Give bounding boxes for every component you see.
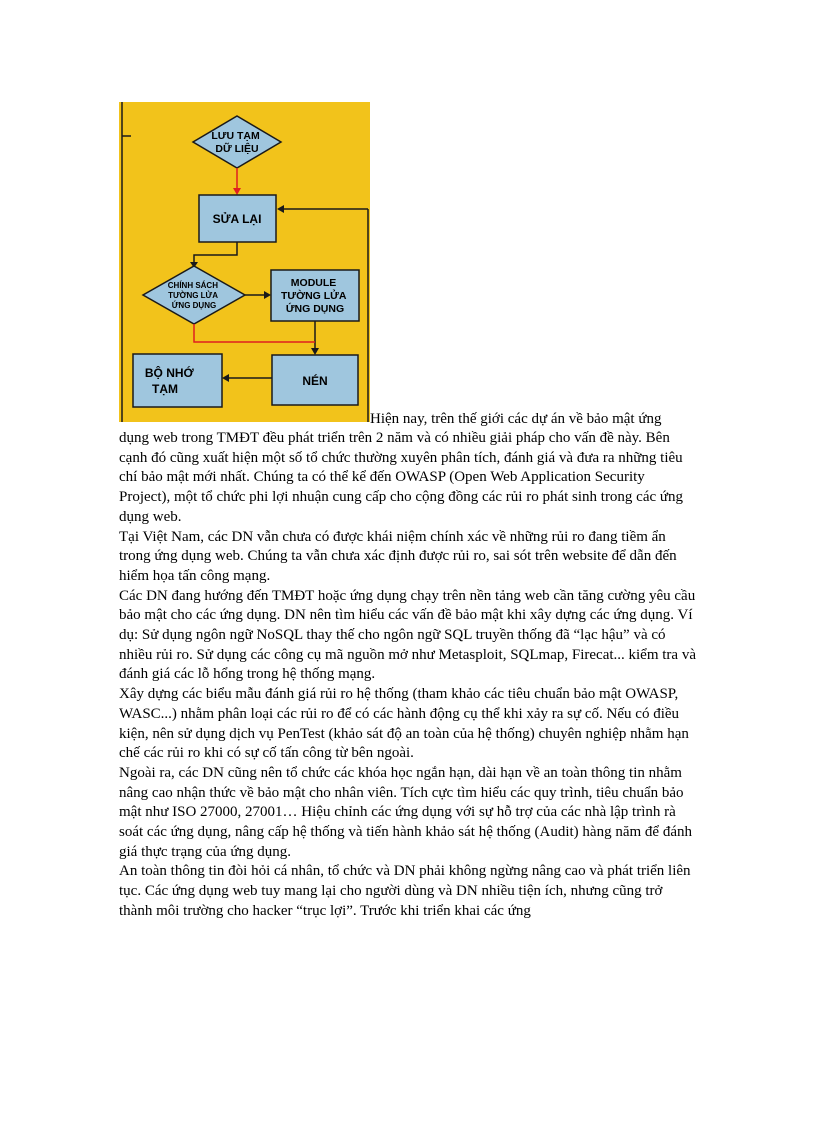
paragraph-1: dụng web trong TMĐT đều phát triển trên 2 năm và có nhiều giải pháp cho vấn đề này. Bên cạnh đó cũng xuất hiện một số tổ chức thường xuyên phân tích, đánh giá và đưa ra những tiêu chí bảo mật mới nhất. Chúng ta có thể kể đến OWASP (Open Web Application Security Project), một tổ chức phi lợi nhuận cung cấp cho cộng đồng các rủi ro phát sinh trong các ứng dụng web. bbox=[119, 430, 684, 525]
article-body bbox=[119, 429, 699, 922]
flowchart-svg bbox=[119, 102, 370, 422]
cache-label: BỘ NHỚ TẠM bbox=[144, 366, 194, 396]
flowchart-figure bbox=[119, 102, 370, 422]
lead-text: Hiện nay, trên thế giới các dự án về bảo mật ứng bbox=[370, 411, 662, 427]
paragraph-4: Xây dựng các biểu mẫu đánh giá rủi ro hệ thống (tham khảo các tiêu chuẩn bảo mật OWASP, WASC...) nhằm phân loại các rủi ro để có các hành động cụ thể khi xảy ra sự cố. Nếu có điều kiện, nên sử dụng dịch vụ PenTest (khảo sát độ an toàn của hệ thống) chuyên nghiệp nhằm hạn chế các rủi ro khi có sự cố tấn công từ bên ngoài. bbox=[119, 686, 689, 762]
paragraph-6: An toàn thông tin đòi hỏi cá nhân, tổ chức và DN phải không ngừng nâng cao và phát triển liên tục. Các ứng dụng web tuy mang lại cho người dùng và DN nhiều tiện ích, nhưng cũng trở thành môi trường cho hacker “trục lợi”. Trước khi triển khai các ứng bbox=[119, 863, 691, 919]
paragraph-2: Tại Việt Nam, các DN vẫn chưa có được khái niệm chính xác về những rủi ro đang tiềm ẩn trong ứng dụng web. Chúng ta vẫn chưa xác định được rủi ro, sai sót trên website để dẫn đến hiểm họa tấn công mạng. bbox=[119, 528, 677, 584]
paragraph-5: Ngoài ra, các DN cũng nên tổ chức các khóa học ngắn hạn, dài hạn về an toàn thông tin nhằm nâng cao nhận thức về bảo mật cho nhân viên. Tích cực tìm hiểu các quy trình, tiêu chuẩn bảo mật như ISO 27000, 27001… Hiệu chỉnh các ứng dụng với sự hỗ trợ của các nhà lập trình rà soát các ứng dụng, nâng cấp hệ thống và tiến hành khảo sát hệ thống (Audit) hàng năm để đánh giá thực trạng của ứng dụng. bbox=[119, 764, 692, 860]
paragraph-3: Các DN đang hướng đến TMĐT hoặc ứng dụng chạy trên nền tảng web cần tăng cường yêu cầu bảo mật cho các ứng dụng. DN nên tìm hiểu các vấn đề bảo mật khi xây dựng các ứng dụng. Ví dụ: Sử dụng ngôn ngữ NoSQL thay thế cho ngôn ngữ SQL truyền thống đã “lạc hậu” và có nhiều rủi ro. Sử dụng các công cụ mã nguồn mở như Metasploit, SQLmap, Firecat... kiểm tra và đánh giá các lỗ hổng trong hệ thống mạng. bbox=[119, 587, 696, 683]
fix-label: SỬA LẠI bbox=[212, 212, 262, 226]
policy-label: CHÍNH SÁCH TƯỜNG LỬA ỨNG DỤNG bbox=[167, 281, 218, 310]
module-label: MODULE TƯỜNG LỬA ỨNG DỤNG bbox=[281, 277, 347, 315]
store-data-label: LƯU TẠM DỮ LIỆU bbox=[211, 130, 260, 155]
compress-label: NÉN bbox=[302, 374, 328, 388]
cache-box bbox=[133, 354, 222, 407]
